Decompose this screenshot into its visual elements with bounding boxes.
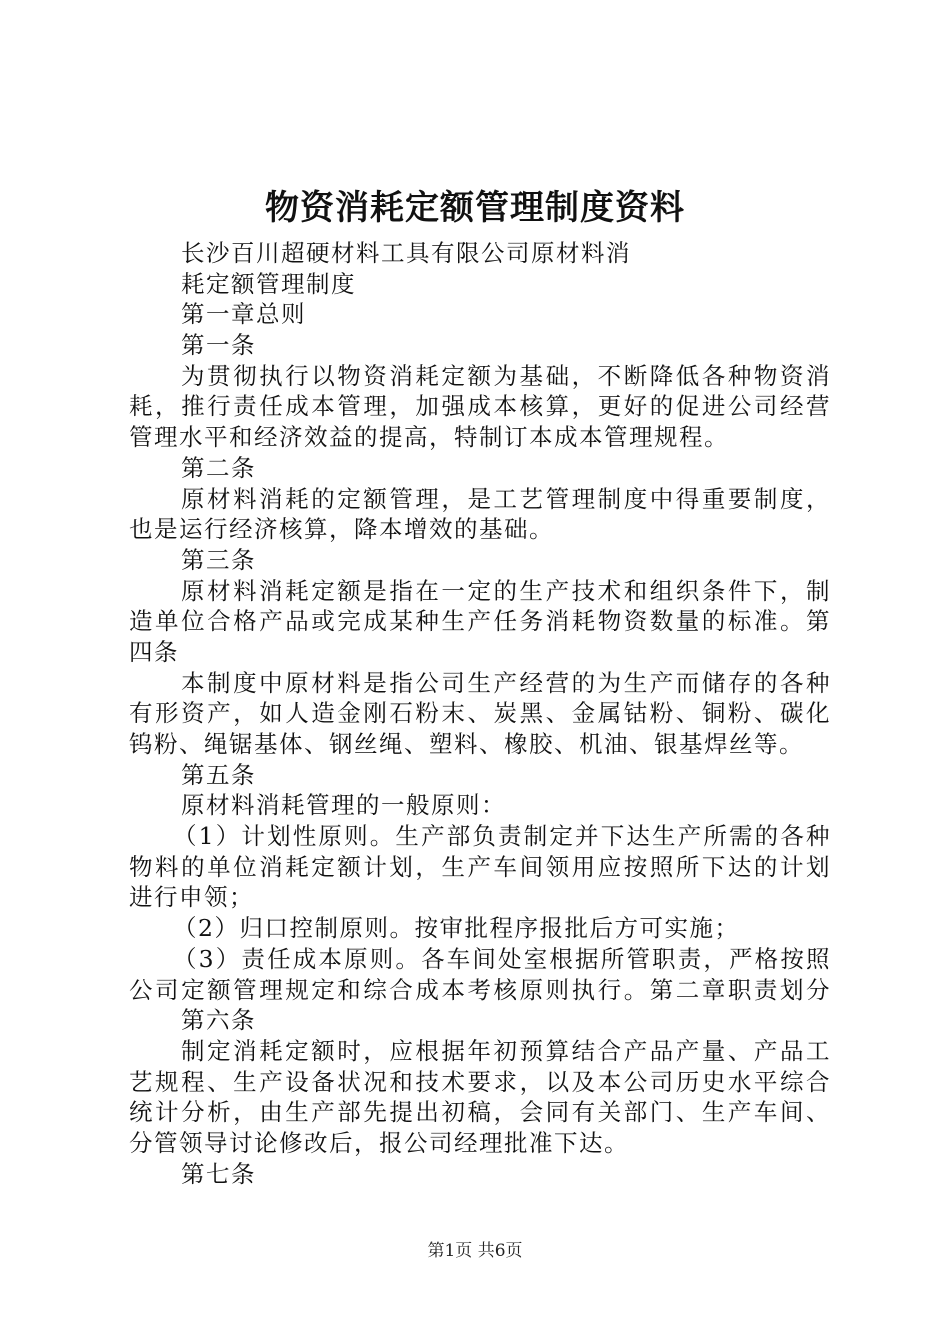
paragraph-line: 物料的单位消耗定额计划，生产车间领用应按照所下达的计划 [129, 852, 831, 881]
paragraph-line: 为贯彻执行以物资消耗定额为基础，不断降低各种物资消 [181, 361, 831, 390]
document-body [129, 238, 831, 1189]
paragraph-line: 耗定额管理制度 [181, 269, 356, 298]
article-heading: 第六条 [181, 1006, 256, 1035]
page-footer: 第1页 共6页 [427, 1241, 523, 1261]
paragraph-line: 进行申领； [129, 883, 254, 912]
paragraph-line: 本制度中原材料是指公司生产经营的为生产而储存的各种 [181, 668, 831, 697]
article-heading: 第二条 [181, 453, 256, 482]
paragraph-line: 艺规程、生产设备状况和技术要求，以及本公司历史水平综合 [129, 1067, 831, 1096]
paragraph-line: （3）责任成本原则。各车间处室根据所管职责，严格按照 [173, 944, 831, 973]
paragraph-line: 公司定额管理规定和综合成本考核原则执行。第二章职责划分 [129, 975, 831, 1004]
paragraph-line: 原材料消耗的定额管理，是工艺管理制度中得重要制度， [181, 484, 831, 513]
paragraph-line: 管理水平和经济效益的提高，特制订本成本管理规程。 [129, 423, 729, 452]
chapter-heading: 第一章总则 [181, 300, 306, 329]
article-heading: 第一条 [181, 331, 256, 360]
paragraph-line: 钨粉、绳锯基体、钢丝绳、塑料、橡胶、机油、银基焊丝等。 [129, 730, 804, 758]
paragraph-line: 分管领导讨论修改后，报公司经理批准下达。 [129, 1128, 629, 1157]
article-heading: 第三条 [181, 545, 256, 574]
paragraph-line: 耗，推行责任成本管理，加强成本核算，更好的促进公司经营 [129, 392, 831, 421]
paragraph-line: （2）归口控制原则。按审批程序报批后方可实施； [173, 914, 740, 943]
paragraph-line: 原材料消耗定额是指在一定的生产技术和组织条件下，制 [181, 576, 831, 605]
paragraph-line: 原材料消耗管理的一般原则： [181, 791, 506, 820]
paragraph-line: 四条 [129, 637, 179, 666]
paragraph-line: 也是运行经济核算，降本增效的基础。 [129, 515, 554, 544]
paragraph-line: 造单位合格产品或完成某种生产任务消耗物资数量的标准。第 [129, 607, 831, 636]
document-title: 物资消耗定额管理制度资料 [265, 188, 685, 228]
paragraph-line: 长沙百川超硬材料工具有限公司原材料消 [181, 239, 631, 267]
paragraph-line: 有形资产，如人造金刚石粉末、炭黑、金属钴粉、铜粉、碳化 [129, 699, 831, 728]
article-heading: 第五条 [181, 760, 256, 789]
paragraph-line: （1）计划性原则。生产部负责制定并下达生产所需的各种 [173, 822, 831, 851]
article-heading: 第七条 [181, 1159, 256, 1188]
paragraph-line: 制定消耗定额时，应根据年初预算结合产品产量、产品工 [181, 1036, 831, 1065]
paragraph-line: 统计分析，由生产部先提出初稿，会同有关部门、生产车间、 [129, 1098, 831, 1127]
